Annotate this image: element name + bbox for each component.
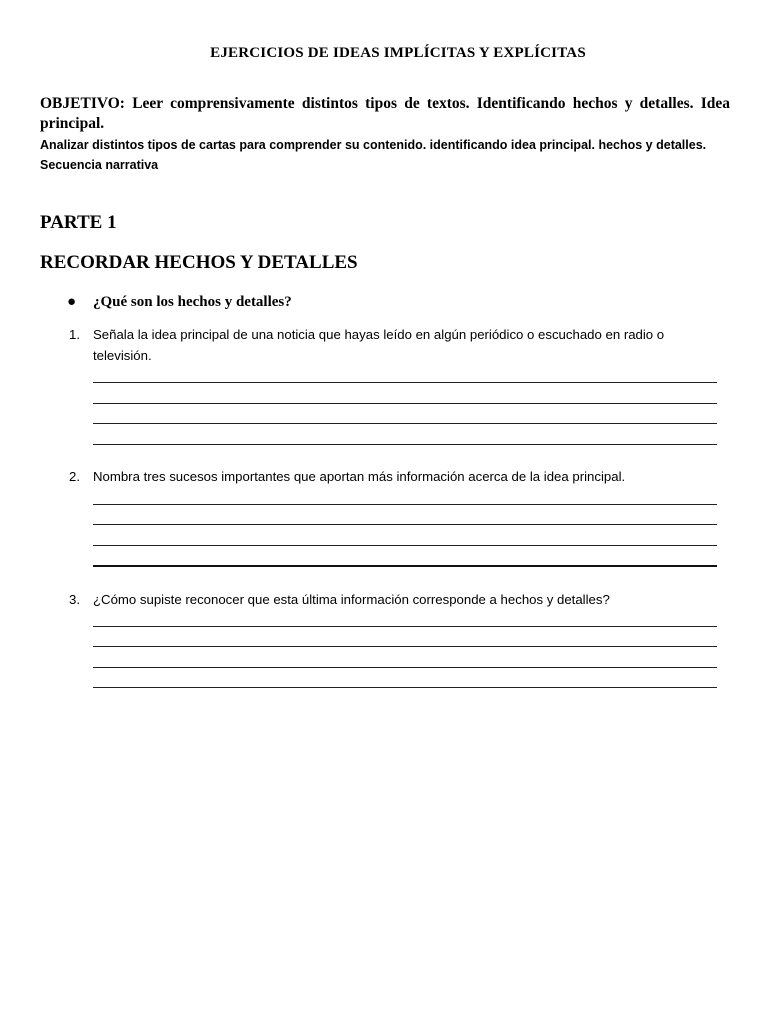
answer-line[interactable] — [93, 504, 717, 505]
question-1 — [69, 324, 729, 366]
objective-text: Leer comprensivamente distintos tipos de textos. Identificando hechos y detalles. Idea principal. — [40, 95, 731, 132]
answer-line[interactable] — [93, 565, 717, 567]
bullet-icon: ● — [67, 294, 77, 310]
answer-line[interactable] — [93, 626, 717, 627]
answer-line[interactable] — [93, 382, 717, 383]
answer-line[interactable] — [93, 444, 717, 445]
objective-paragraph — [40, 94, 730, 134]
answer-line[interactable] — [93, 646, 717, 647]
question-2 — [69, 466, 729, 487]
question-number: 1. — [69, 327, 80, 342]
answer-line[interactable] — [93, 687, 717, 688]
question-3 — [69, 589, 729, 610]
part-heading: PARTE 1 — [40, 212, 117, 233]
analyze-paragraph: Analizar distintos tipos de cartas para comprender su contenido. identificando idea principal. hechos y detalles. Secuencia narrativa — [40, 138, 707, 172]
answer-line[interactable] — [93, 423, 717, 424]
answer-line[interactable] — [93, 403, 717, 404]
answer-line[interactable] — [93, 667, 717, 668]
section-heading: RECORDAR HECHOS Y DETALLES — [40, 252, 358, 273]
bullet-question-text: ¿Qué son los hechos y detalles? — [93, 294, 292, 310]
question-text: ¿Cómo supiste reconocer que esta última información corresponde a hechos y detalles? — [93, 592, 610, 607]
answer-line[interactable] — [93, 524, 717, 525]
objective-label: OBJETIVO: — [40, 95, 125, 112]
question-text: Señala la idea principal de una noticia que hayas leído en algún periódico o escuchado en radio o televisión. — [93, 327, 665, 363]
page-title: EJERCICIOS DE IDEAS IMPLÍCITAS Y EXPLÍCITAS — [210, 45, 586, 61]
question-number: 2. — [69, 469, 80, 484]
answer-line[interactable] — [93, 545, 717, 546]
bullet-question — [67, 294, 292, 311]
question-number: 3. — [69, 592, 80, 607]
question-text: Nombra tres sucesos importantes que aportan más información acerca de la idea principal. — [93, 469, 626, 484]
